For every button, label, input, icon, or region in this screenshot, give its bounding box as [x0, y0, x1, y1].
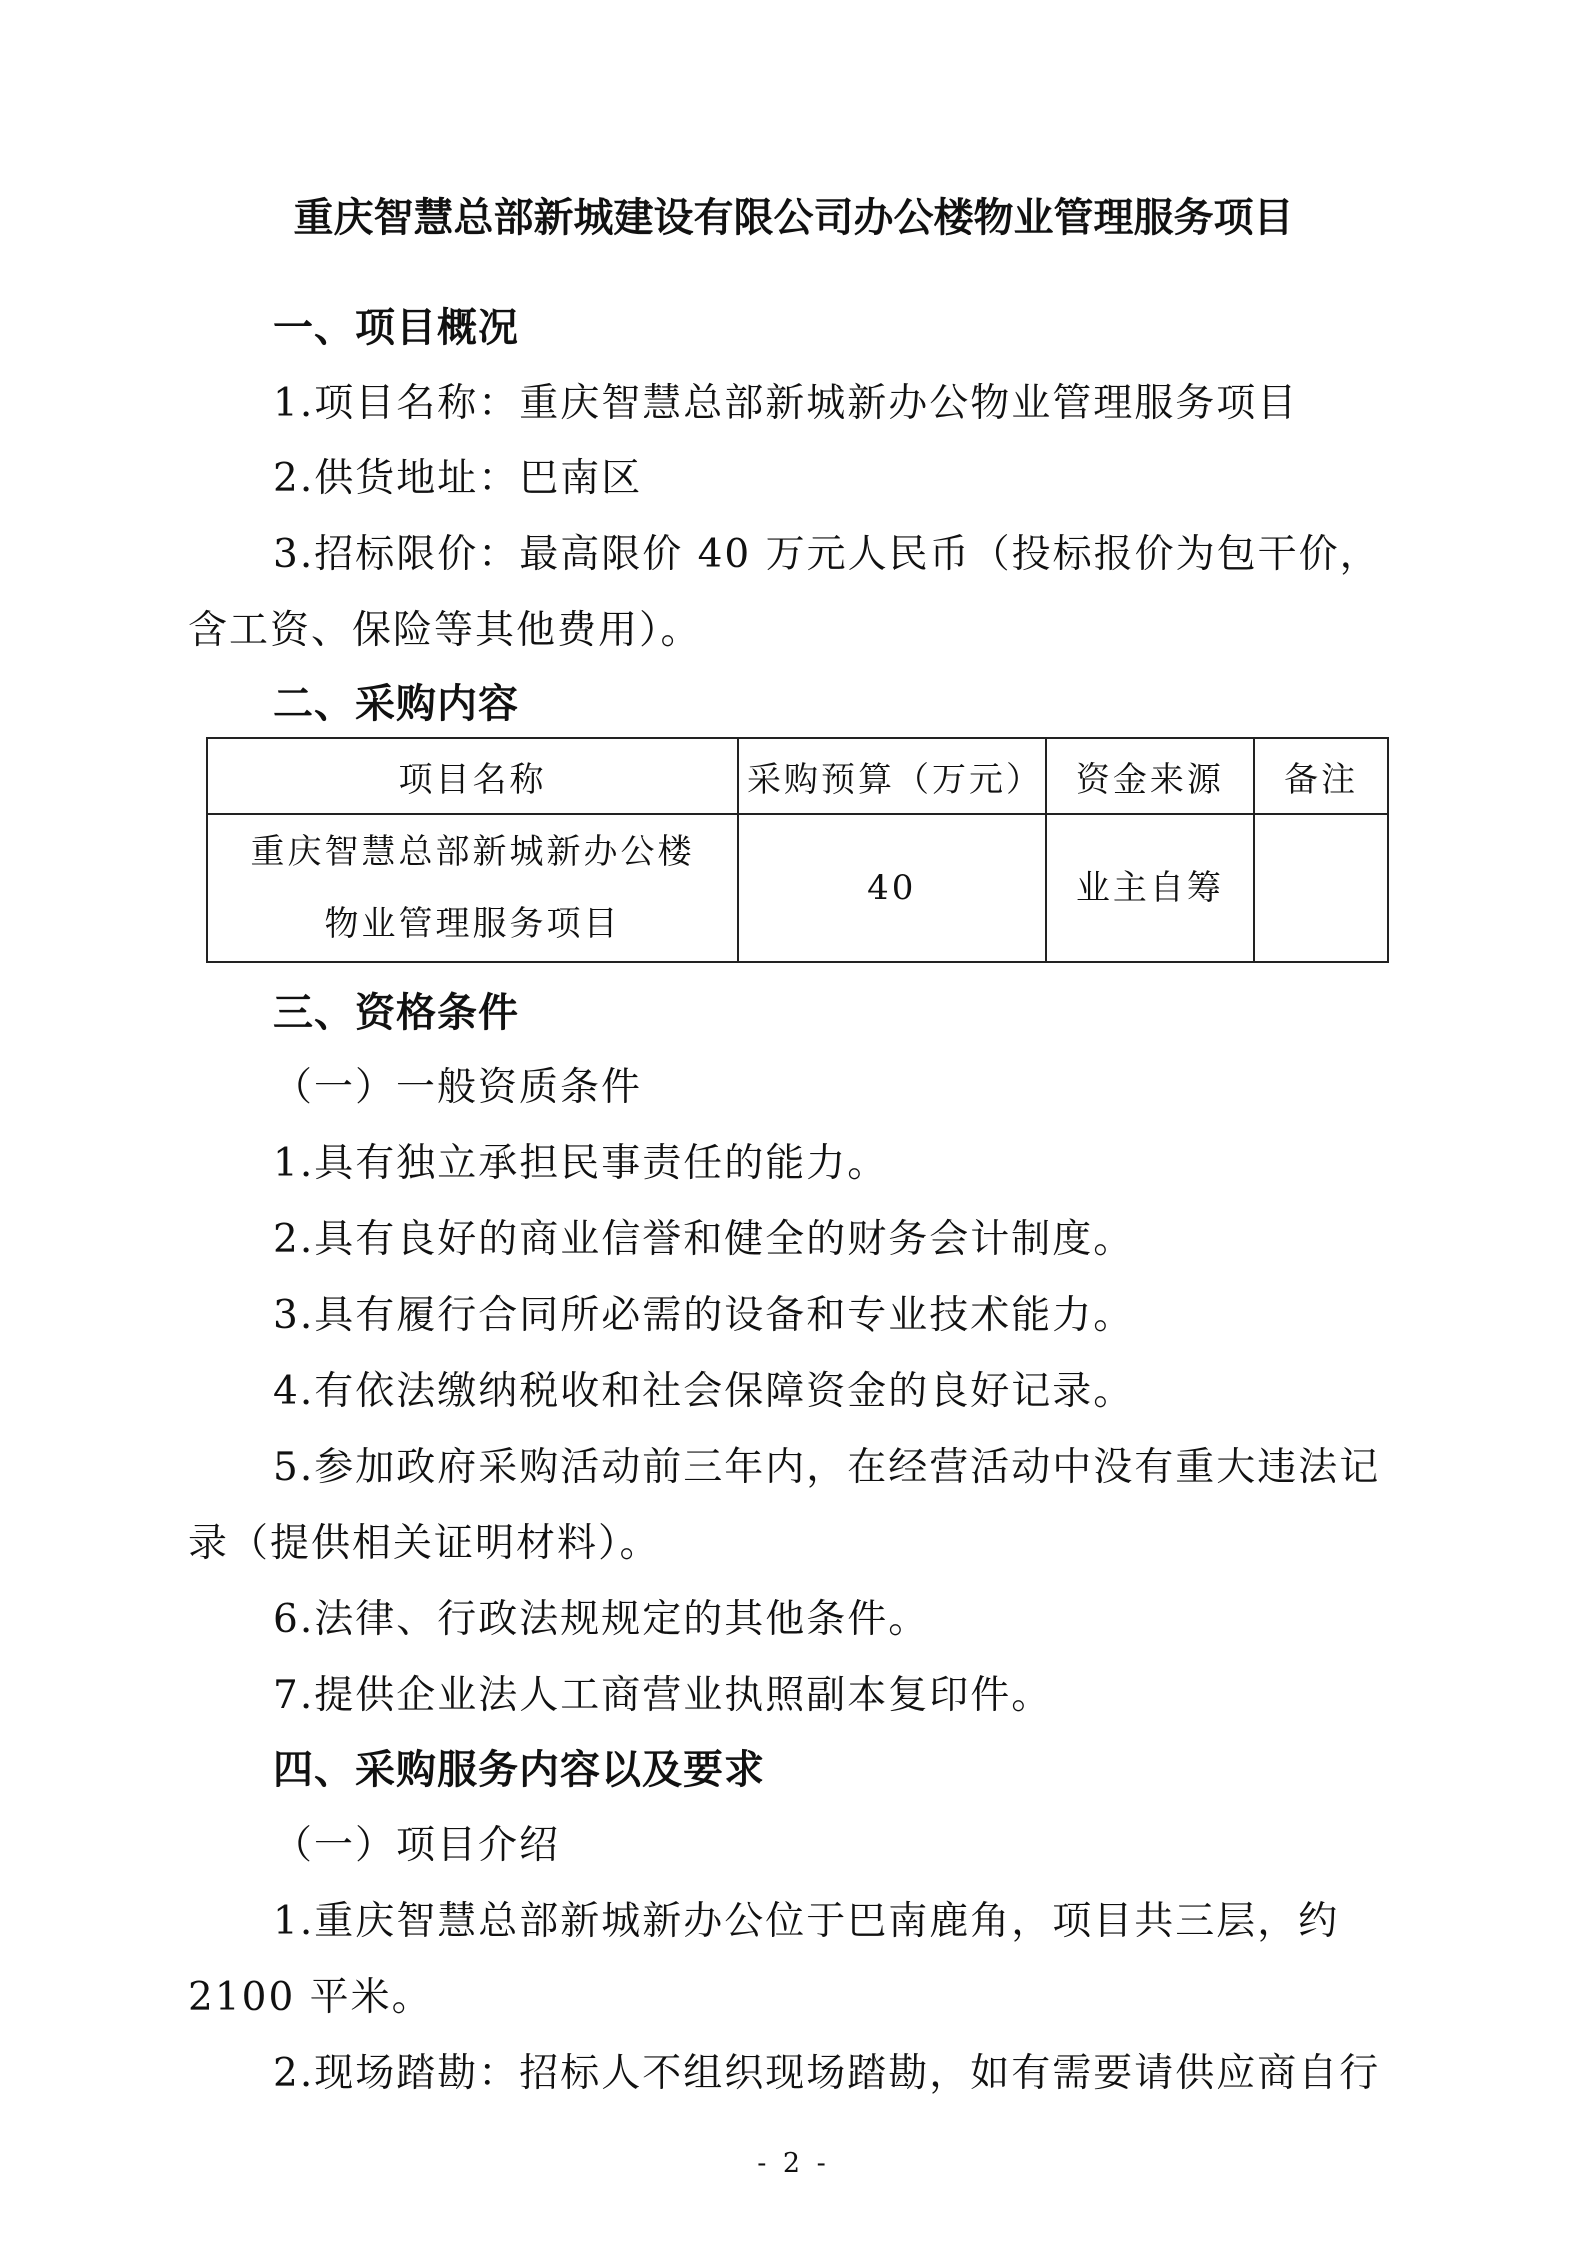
cell-budget: 40 — [738, 814, 1046, 962]
section-heading-overview: 一、项目概况 — [273, 305, 519, 351]
header-fund-source: 资金来源 — [1046, 738, 1255, 814]
list-item: 4.有依法缴纳税收和社会保障资金的良好记录。 — [273, 1369, 1135, 1414]
header-project-name: 项目名称 — [207, 738, 738, 814]
subheading-project-intro: （一）项目介绍 — [273, 1823, 561, 1868]
list-item: 5.参加政府采购活动前三年内，在经营活动中没有重大违法记 — [273, 1445, 1381, 1490]
page-number: - 2 - — [757, 2148, 830, 2179]
delivery-address-line: 2.供货地址：巴南区 — [273, 456, 643, 501]
list-item-continued: 录（提供相关证明材料）。 — [188, 1521, 661, 1566]
document-title: 重庆智慧总部新城建设有限公司办公楼物业管理服务项目 — [293, 195, 1294, 241]
list-item: 7.提供企业法人工商营业执照副本复印件。 — [273, 1673, 1053, 1718]
header-note: 备注 — [1254, 738, 1388, 814]
list-item: 3.具有履行合同所必需的设备和专业技术能力。 — [273, 1293, 1135, 1338]
procurement-table — [206, 737, 1389, 963]
project-location-line: 1.重庆智慧总部新城新办公位于巴南鹿角，项目共三层，约 — [273, 1899, 1340, 1944]
section-heading-service-requirements: 四、采购服务内容以及要求 — [273, 1747, 765, 1793]
cell-project-name: 重庆智慧总部新城新办公楼物业管理服务项目 — [207, 814, 738, 962]
cell-fund-source: 业主自筹 — [1046, 814, 1255, 962]
bid-limit-line-continued: 含工资、保险等其他费用）。 — [188, 608, 702, 653]
bid-limit-line: 3.招标限价：最高限价 40 万元人民币（投标报价为包干价， — [273, 532, 1381, 577]
list-item: 1.具有独立承担民事责任的能力。 — [273, 1141, 889, 1186]
section-heading-procurement: 二、采购内容 — [273, 681, 519, 727]
list-item: 2.具有良好的商业信誉和健全的财务会计制度。 — [273, 1217, 1135, 1262]
cell-note — [1254, 814, 1388, 962]
header-budget: 采购预算（万元） — [738, 738, 1046, 814]
subheading-general-qualifications: （一）一般资质条件 — [273, 1065, 643, 1110]
site-survey-line: 2.现场踏勘：招标人不组织现场踏勘，如有需要请供应商自行 — [273, 2051, 1381, 2096]
project-location-line-continued: 2100 平米。 — [188, 1975, 433, 2020]
project-name-line: 1.项目名称：重庆智慧总部新城新办公物业管理服务项目 — [273, 381, 1299, 426]
table-header-row — [207, 738, 1388, 814]
list-item: 6.法律、行政法规规定的其他条件。 — [273, 1597, 930, 1642]
section-heading-qualifications: 三、资格条件 — [273, 990, 519, 1036]
table-row — [207, 814, 1388, 962]
